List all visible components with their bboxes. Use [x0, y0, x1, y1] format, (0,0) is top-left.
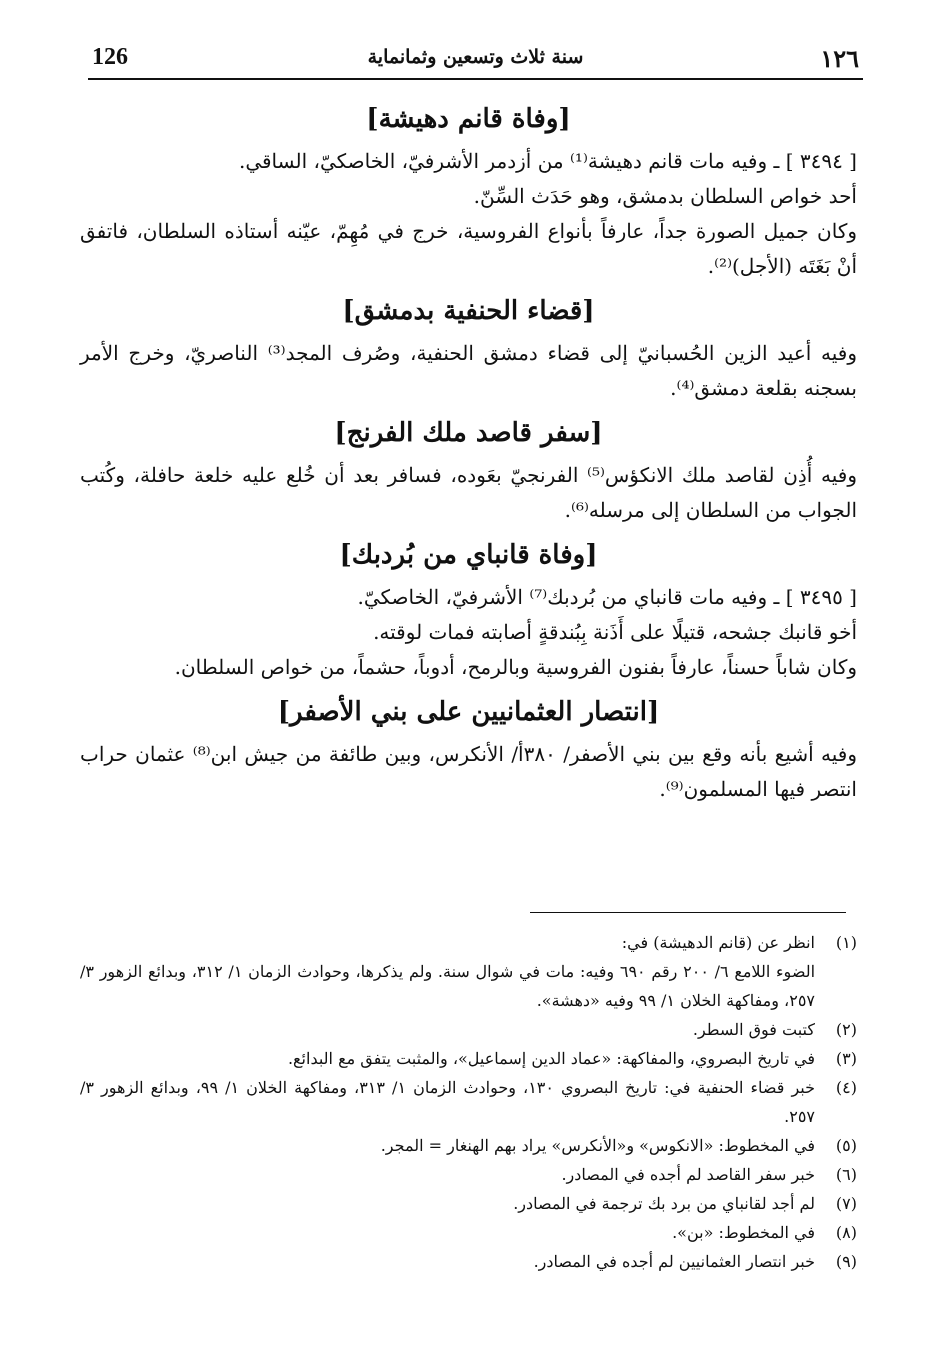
paragraph: وكان جميل الصورة جداً، عارفاً بأنواع الفروسية، خرج في مُهِمّ، عيّنه أستاذه السلطان، فاتفق أنْ بَغَتَه (الأجل)⁽²⁾. [80, 219, 857, 278]
footnote-text: الضوء اللامع ٦/ ٢٠٠ رقم ٦٩٠ وفيه: مات في شوال سنة. ولم يذكرها، وحوادث الزمان ١/ ٣١٢، وبدائع الزهور ٣/ ٢٥٧، ومفاكهة الخلان ١/ ٩٩ وفيه «دهشة». [80, 962, 816, 1010]
footnote-text: في المخطوط: «بن». [672, 1223, 815, 1242]
footnote [80, 1189, 857, 1218]
paragraph: وكان شاباً حسناً، عارفاً بفنون الفروسية وبالرمح، أدوباً، حشماً، من خواص السلطان. [174, 655, 857, 679]
paragraph: وفيه أشيع بأنه وقع بين بني الأصفر/ ٣٨٠أ/ الأنكرس، وبين طائفة من جيش ابن⁽⁸⁾ عثمان حراب انتصر فيها المسلمون⁽⁹⁾. [80, 742, 857, 801]
page-number-arabic: ١٢٦ [820, 44, 859, 73]
paragraph: أحد خواص السلطان بدمشق، وهو حَدَث السِّنّ. [473, 184, 857, 208]
footnote [80, 1044, 857, 1073]
footnote-text: في تاريخ البصروي، والمفاكهة: «عماد الدين إسماعيل»، والمثبت يتفق مع البدائع. [287, 1049, 815, 1068]
footnote-text: خبر انتصار العثمانيين لم أجده في المصادر. [533, 1252, 815, 1271]
footnote-number: (٢) [835, 1020, 857, 1039]
footnote-number: (٣) [835, 1049, 857, 1068]
footnote [80, 1160, 857, 1189]
paragraph: وفيه أعيد الزين الحُسبانيّ إلى قضاء دمشق الحنفية، وصُرف المجد⁽³⁾ الناصريّ، وخرج الأمر بسجنه بقلعة دمشق⁽⁴⁾. [80, 341, 857, 400]
footnote [80, 1247, 857, 1276]
paragraph: [ ٣٤٩٤ ] ـ وفيه مات قانم دهيشة⁽¹⁾ من أزدمر الأشرفيّ، الخاصكيّ، الساقي. [238, 149, 857, 173]
footnote [80, 957, 857, 1015]
running-head: سنة ثلاث وتسعين وثمانماية [367, 46, 584, 68]
page-number-latin: 126 [92, 44, 128, 70]
footnotes [80, 928, 857, 1276]
main-text [80, 100, 857, 807]
footnote [80, 1073, 857, 1131]
section-heading: [وفاة قانباي من بُردبك] [339, 540, 598, 570]
section-heading: [قضاء الحنفية بدمشق] [342, 296, 595, 326]
section-heading: [سفر قاصد ملك الفرنج] [334, 418, 603, 448]
footnote-separator [530, 912, 846, 913]
footnote-number: (٩) [835, 1252, 857, 1271]
section-heading: [وفاة قانم دهيشة] [366, 104, 571, 134]
section-heading: [انتصار العثمانيين على بني الأصفر] [277, 697, 660, 727]
footnote-number: (٤) [835, 1078, 857, 1097]
paragraph: [ ٣٤٩٥ ] ـ وفيه مات قانباي من بُردبك⁽⁷⁾ الأشرفيّ، الخاصكيّ. [357, 585, 857, 609]
footnote-number: (١) [835, 933, 857, 952]
footnote [80, 928, 857, 957]
paragraph: أخو قانبك جشحه، قتيلًا على أَذَنة بِبُندقةٍ أصابته فمات لوقته. [373, 620, 857, 644]
footnote-number: (٧) [835, 1194, 857, 1213]
footnote-text: انظر عن (قانم الدهيشة) في: [621, 933, 815, 952]
footnote-number: (٥) [835, 1136, 857, 1155]
paragraph: وفيه أُذِن لقاصد ملك الانكؤس⁽⁵⁾ الفرنجيّ بعَوده، فسافر بعد أن خُلع عليه خلعة حافلة، وكُتب الجواب من السلطان إلى مرسله⁽⁶⁾. [80, 463, 857, 522]
footnote-text: لم أجد لقانباي من برد بك ترجمة في المصادر. [513, 1194, 815, 1213]
footnote [80, 1131, 857, 1160]
footnote-text: خبر سفر القاصد لم أجده في المصادر. [561, 1165, 815, 1184]
footnote-text: كتبت فوق السطر. [692, 1020, 815, 1039]
footnote [80, 1015, 857, 1044]
footnote-text: في المخطوط: «الانكوس» و«الأنكرس» يراد بهم الهنغار = المجر. [380, 1136, 815, 1155]
footnote-number: (٦) [835, 1165, 857, 1184]
footnote-number [815, 957, 857, 1015]
page-header [88, 40, 863, 80]
footnote-text: خبر قضاء الحنفية في: تاريخ البصروي ١٣٠، وحوادث الزمان ١/ ٣١٣، ومفاكهة الخلان ١/ ٩٩، وبدائع الزهور ٣/ ٢٥٧. [80, 1078, 816, 1126]
footnote-number: (٨) [835, 1223, 857, 1242]
footnote [80, 1218, 857, 1247]
